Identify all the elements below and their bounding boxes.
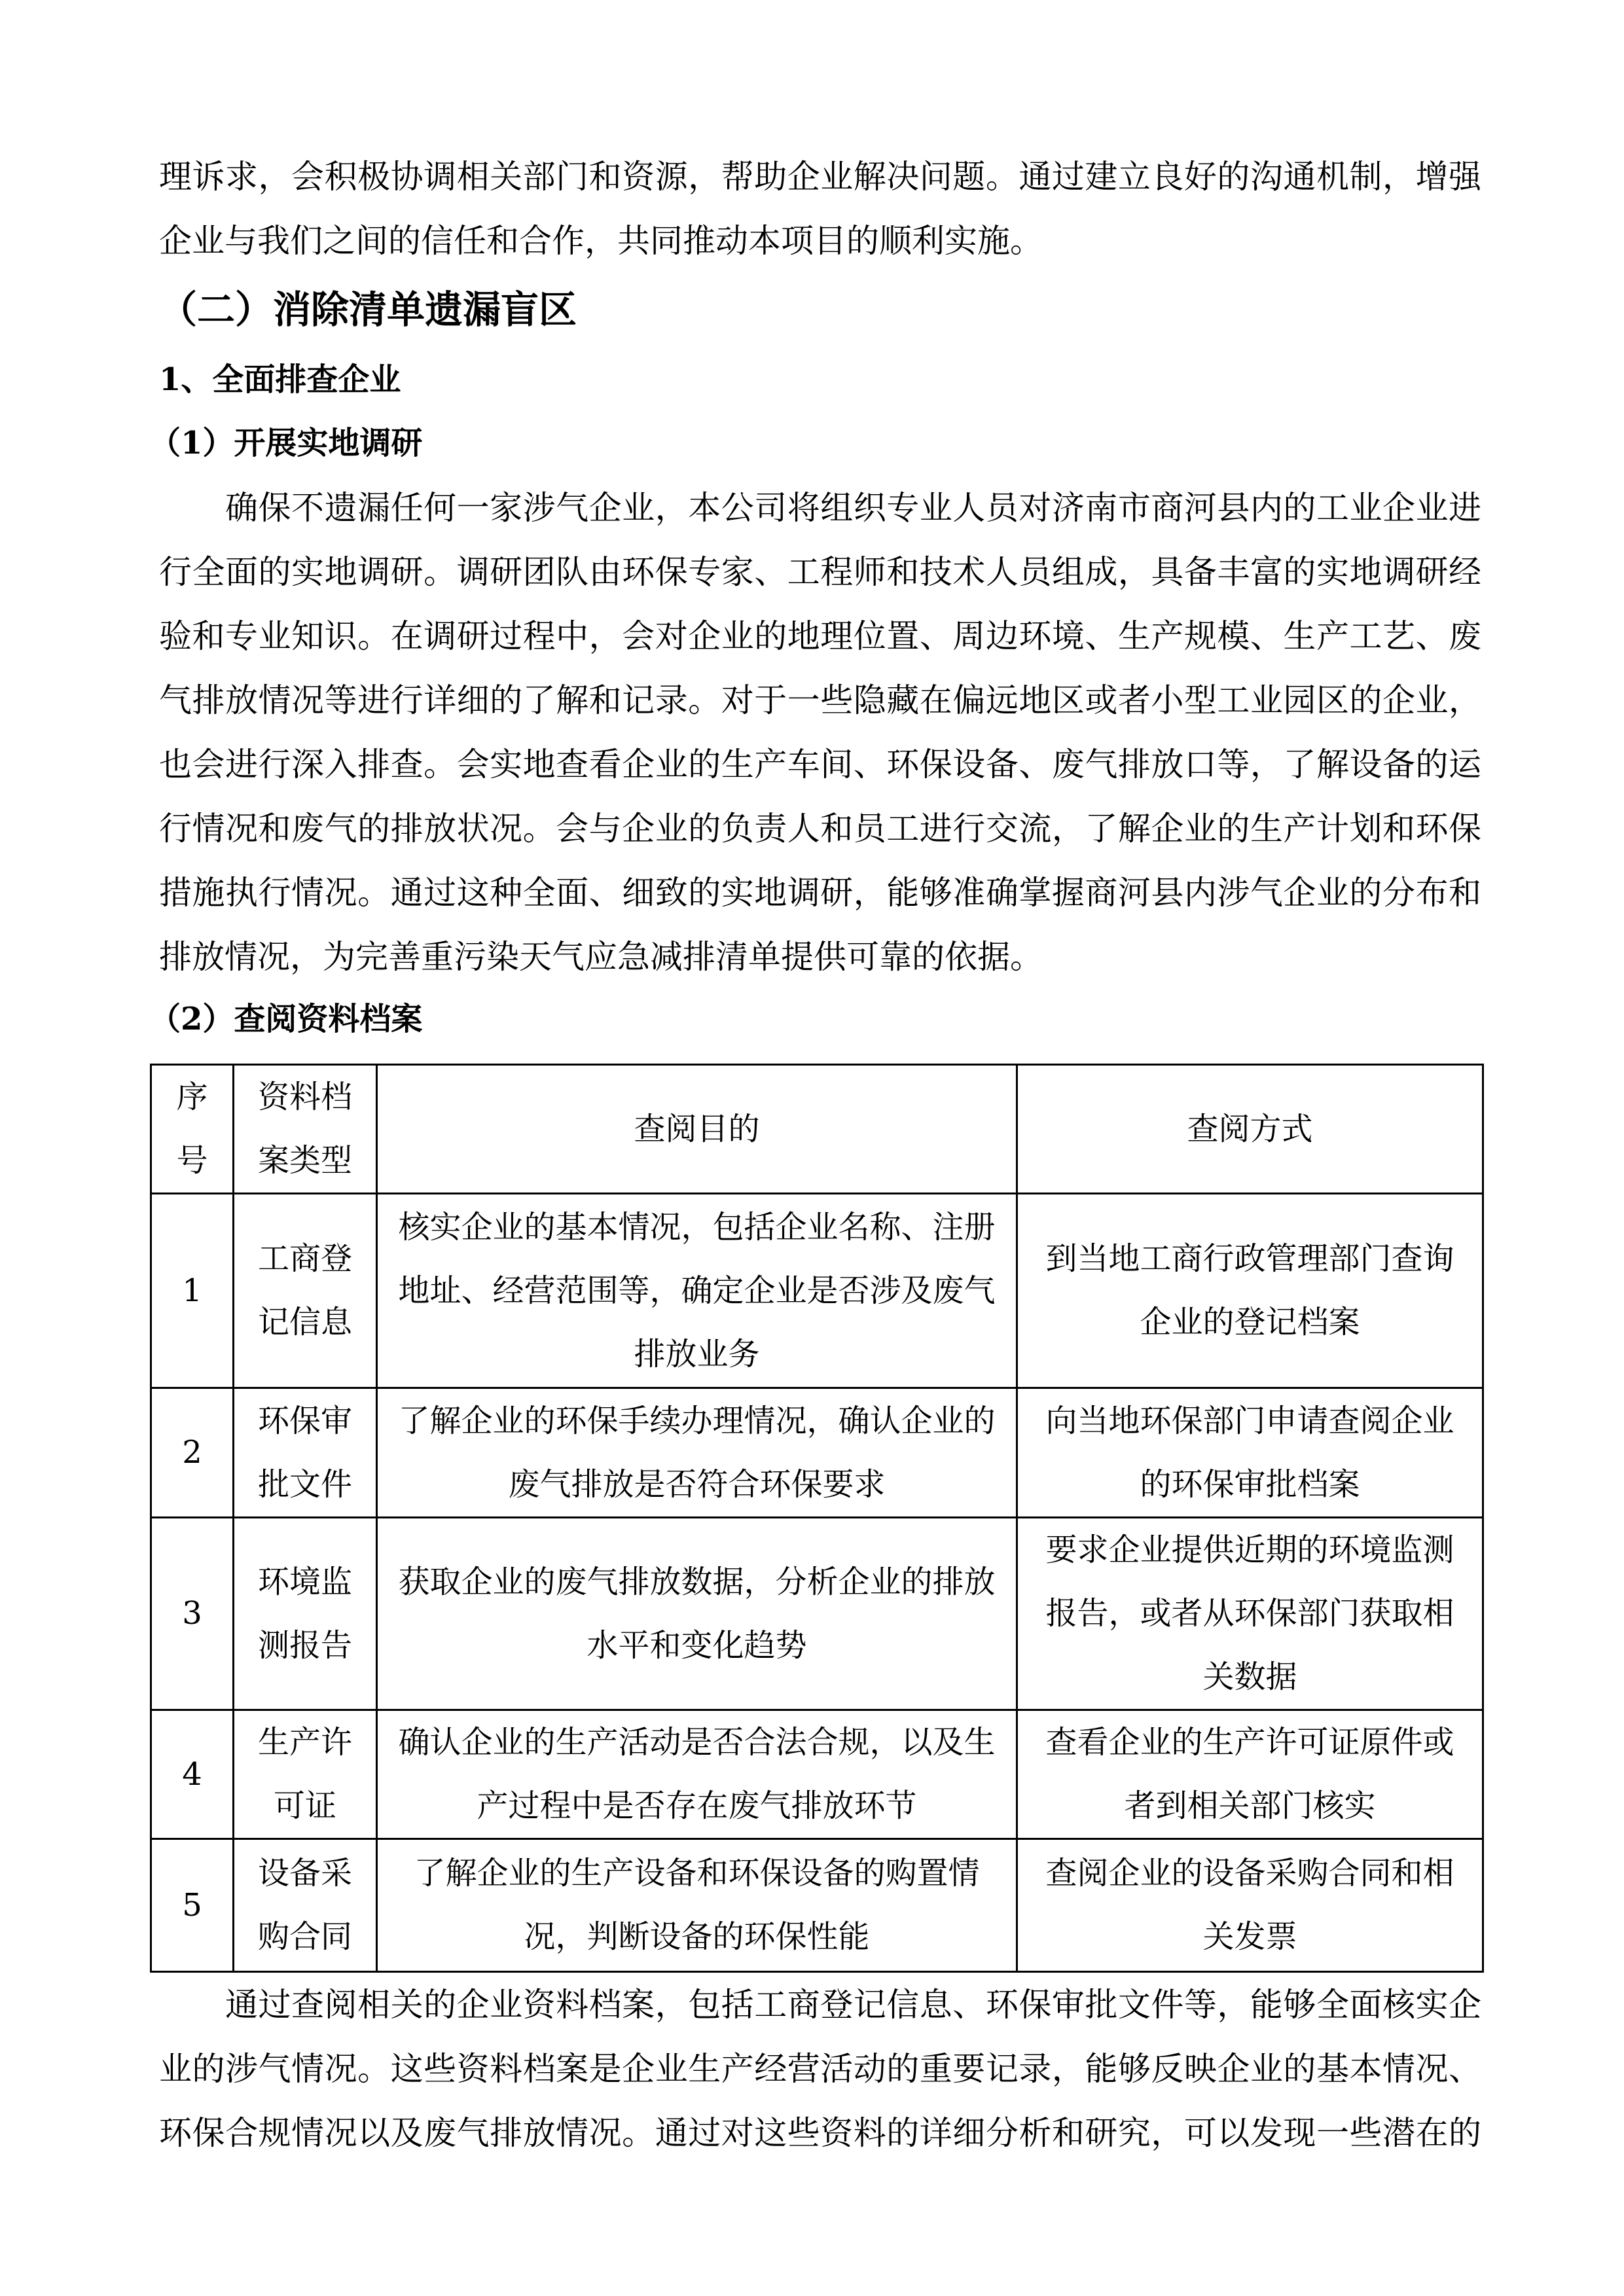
outro-paragraph	[159, 1973, 1481, 2165]
cell-purpose: 获取企业的废气排放数据，分析企业的排放水平和变化趋势	[377, 1518, 1017, 1710]
table-and-outro	[150, 1064, 1482, 2165]
text-line: 也会进行深入排查。会实地查看企业的生产车间、环保设备、废气排放口等，了解设备的运	[159, 745, 1481, 783]
text-line: 验和专业知识。在调研过程中，会对企业的地理位置、周边环境、生产规模、生产工艺、废	[159, 617, 1481, 655]
cell-purpose: 核实企业的基本情况，包括企业名称、注册地址、经营范围等，确定企业是否涉及废气排放业务	[377, 1194, 1017, 1388]
table-row	[151, 1518, 1483, 1710]
archive-table	[150, 1064, 1484, 1973]
header-type: 资料档案类型	[234, 1065, 377, 1194]
cell-type: 环保审批文件	[234, 1388, 377, 1518]
text-line: 行全面的实地调研。调研团队由环保专家、工程师和技术人员组成，具备丰富的实地调研经	[159, 553, 1481, 591]
subsection-title: 1、全面排查企业	[159, 361, 401, 398]
intro-paragraph	[159, 145, 1481, 273]
section-title: （二）消除清单遗漏盲区	[159, 287, 577, 332]
text-line: 通过查阅相关的企业资料档案，包括工商登记信息、环保审批文件等，能够全面核实企	[159, 1986, 1481, 2024]
text-line: 业的涉气情况。这些资料档案是企业生产经营活动的重要记录，能够反映企业的基本情况、	[159, 2050, 1481, 2088]
text-line: 环保合规情况以及废气排放情况。通过对这些资料的详细分析和研究，可以发现一些潜在的	[159, 2114, 1481, 2152]
cell-method: 到当地工商行政管理部门查询企业的登记档案	[1017, 1194, 1483, 1388]
cell-no: 5	[151, 1839, 234, 1972]
cell-method: 查阅企业的设备采购合同和相关发票	[1017, 1839, 1483, 1972]
table-row	[151, 1710, 1483, 1839]
cell-method: 向当地环保部门申请查阅企业的环保审批档案	[1017, 1388, 1483, 1518]
cell-type: 设备采购合同	[234, 1839, 377, 1972]
cell-type: 工商登记信息	[234, 1194, 377, 1388]
cell-no: 3	[151, 1518, 234, 1710]
cell-type: 生产许可证	[234, 1710, 377, 1839]
item1-paragraph	[159, 476, 1481, 989]
cell-no: 1	[151, 1194, 234, 1388]
header-no: 序号	[151, 1065, 234, 1194]
table-row	[151, 1388, 1483, 1518]
cell-no: 4	[151, 1710, 234, 1839]
text-line: 气排放情况等进行详细的了解和记录。对于一些隐藏在偏远地区或者小型工业园区的企业，	[159, 681, 1481, 719]
item1-title: （1）开展实地调研	[149, 425, 423, 461]
table-header-row	[151, 1065, 1483, 1194]
cell-type: 环境监测报告	[234, 1518, 377, 1710]
text-line: 措施执行情况。通过这种全面、细致的实地调研，能够准确掌握商河县内涉气企业的分布和	[159, 874, 1481, 912]
text-line: 确保不遗漏任何一家涉气企业，本公司将组织专业人员对济南市商河县内的工业企业进	[159, 489, 1481, 527]
cell-method: 要求企业提供近期的环境监测报告，或者从环保部门获取相关数据	[1017, 1518, 1483, 1710]
table-row	[151, 1194, 1483, 1388]
header-purpose: 查阅目的	[377, 1065, 1017, 1194]
text-line: 行情况和废气的排放状况。会与企业的负责人和员工进行交流，了解企业的生产计划和环保	[159, 810, 1481, 848]
text-line: 排放情况，为完善重污染天气应急减排清单提供可靠的依据。	[159, 938, 1043, 976]
cell-method: 查看企业的生产许可证原件或者到相关部门核实	[1017, 1710, 1483, 1839]
cell-no: 2	[151, 1388, 234, 1518]
table-row	[151, 1839, 1483, 1972]
text-line: 企业与我们之间的信任和合作，共同推动本项目的顺利实施。	[159, 222, 1043, 260]
cell-purpose: 了解企业的环保手续办理情况，确认企业的废气排放是否符合环保要求	[377, 1388, 1017, 1518]
cell-purpose: 确认企业的生产活动是否合法合规，以及生产过程中是否存在废气排放环节	[377, 1710, 1017, 1839]
item2-title: （2）查阅资料档案	[149, 1001, 423, 1037]
cell-purpose: 了解企业的生产设备和环保设备的购置情况，判断设备的环保性能	[377, 1839, 1017, 1972]
header-method: 查阅方式	[1017, 1065, 1483, 1194]
text-line: 理诉求，会积极协调相关部门和资源，帮助企业解决问题。通过建立良好的沟通机制，增强	[159, 158, 1481, 196]
